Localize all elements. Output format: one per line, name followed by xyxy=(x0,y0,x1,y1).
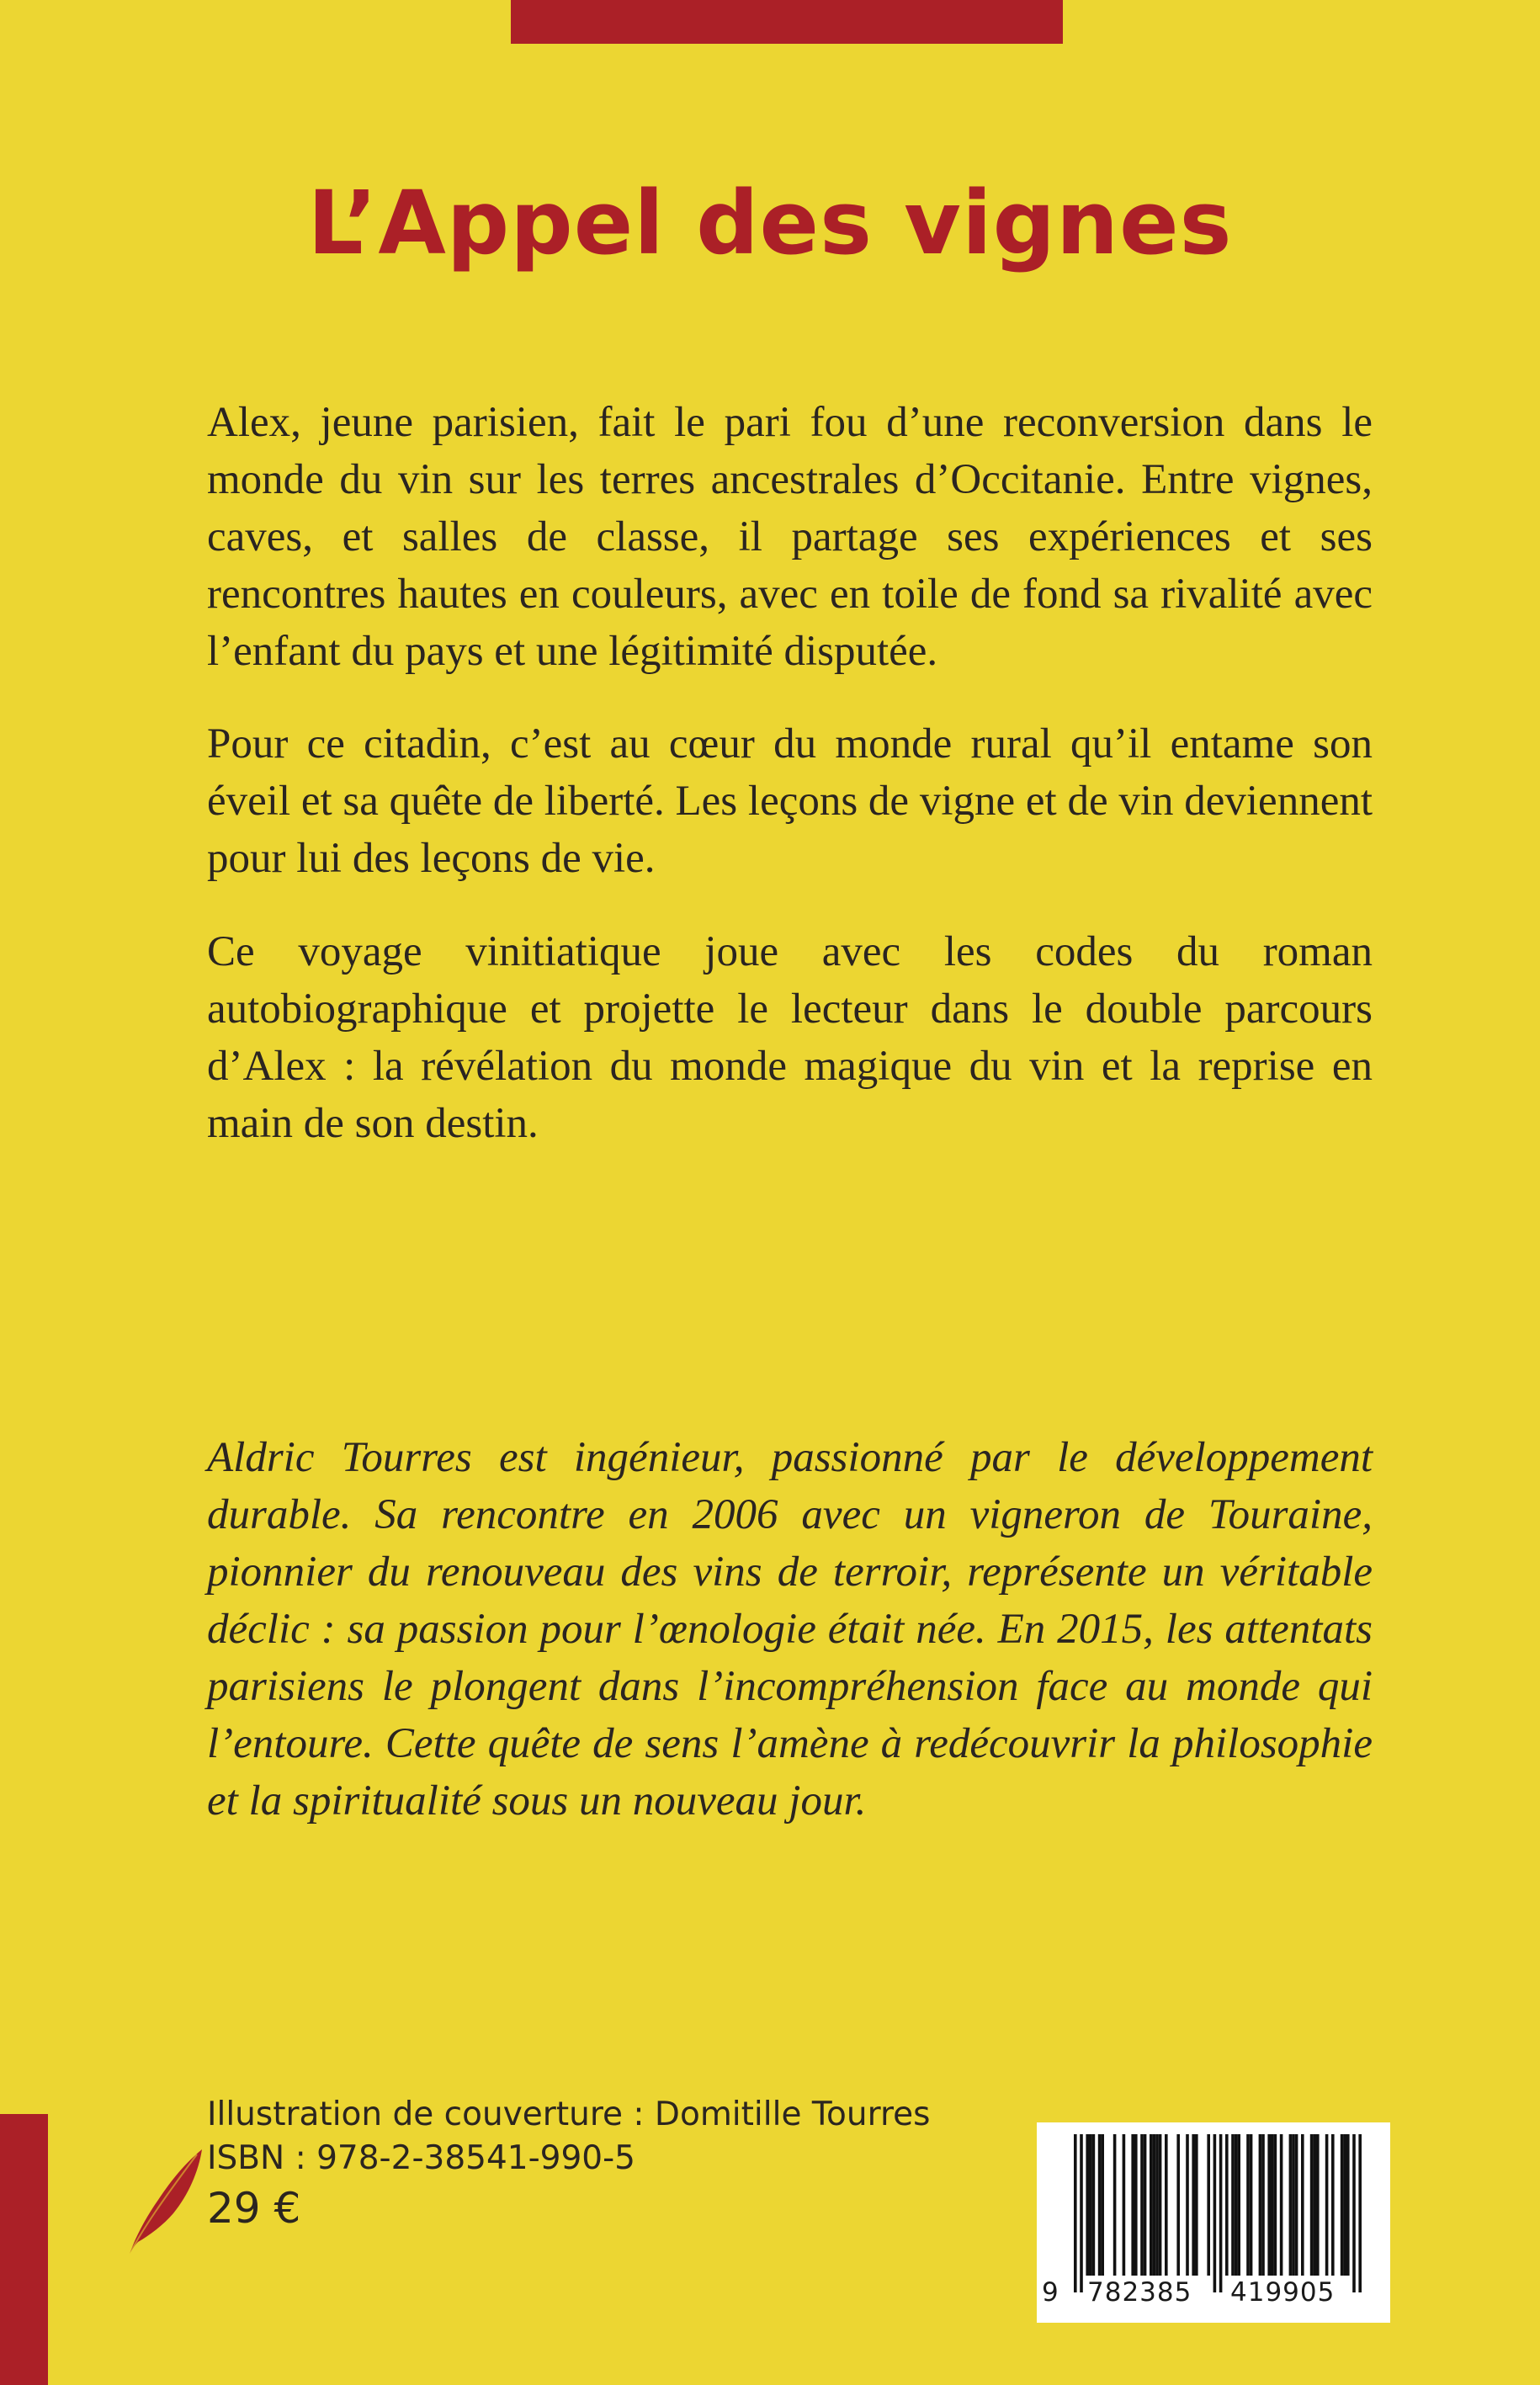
credits-block xyxy=(207,2093,930,2236)
barcode-bar xyxy=(1225,2134,1229,2276)
barcode-bar xyxy=(1341,2134,1344,2276)
barcode-bar xyxy=(1295,2134,1298,2276)
barcode-bar xyxy=(1250,2134,1253,2276)
barcode-bar xyxy=(1352,2134,1356,2292)
barcode-bar xyxy=(1259,2134,1262,2276)
quill-icon xyxy=(125,2148,204,2255)
barcode-bar xyxy=(1101,2134,1104,2276)
barcode-bar xyxy=(1140,2134,1144,2276)
top-red-band xyxy=(511,0,1063,44)
price-label: 29 € xyxy=(207,2184,301,2233)
barcode-bar xyxy=(1267,2134,1271,2276)
barcode-bar xyxy=(1313,2134,1316,2276)
barcode-bar xyxy=(1155,2134,1159,2276)
barcode-bar xyxy=(1343,2134,1346,2276)
isbn-barcode xyxy=(1037,2122,1390,2323)
blurb-paragraph-2: Pour ce citadin, c’est au cœur du monde rural qu’il entame son éveil et sa quête de liberté. Les leçons de vigne et de vin deviennent pour lui des leçons de vie. xyxy=(207,720,1373,882)
barcode-bar xyxy=(1092,2134,1096,2276)
barcode-bar xyxy=(1192,2134,1195,2276)
barcode-bar xyxy=(1134,2134,1138,2276)
barcode-bar xyxy=(1195,2134,1198,2276)
barcode-bar xyxy=(1098,2134,1102,2276)
barcode-bar xyxy=(1089,2134,1092,2276)
barcode-bar xyxy=(1237,2134,1240,2276)
barcode-bar xyxy=(1113,2134,1117,2276)
blurb-paragraph-3: Ce voyage vinitiatique joue avec les codes du roman autobiographique et projette le lecteur dans le double parcours d’Alex : la révélation du monde magique du vin et la reprise en main de son destin. xyxy=(207,928,1373,1147)
barcode-bar xyxy=(1316,2134,1320,2276)
barcode-bar xyxy=(1310,2134,1314,2276)
barcode-bar xyxy=(1274,2134,1277,2276)
barcode-bar xyxy=(1074,2134,1077,2292)
barcode-bar xyxy=(1271,2134,1274,2276)
barcode-bar xyxy=(1231,2134,1235,2276)
barcode-bar xyxy=(1131,2134,1134,2276)
barcode-bar xyxy=(1080,2134,1083,2292)
book-title: L’Appel des vignes xyxy=(307,172,1233,274)
barcode-bar xyxy=(1346,2134,1350,2276)
barcode-bar xyxy=(1358,2134,1362,2292)
illustration-credit: Illustration de couverture : Domitille Tourres xyxy=(207,2096,931,2133)
barcode-bar xyxy=(1261,2134,1265,2276)
barcode-bar xyxy=(1289,2134,1293,2276)
barcode-bar xyxy=(1301,2134,1304,2276)
barcode-bar xyxy=(1150,2134,1153,2276)
barcode-bar xyxy=(1213,2134,1217,2292)
barcode-bar xyxy=(1159,2134,1162,2276)
barcode-bar xyxy=(1292,2134,1295,2276)
barcode-bar xyxy=(1176,2134,1180,2276)
barcode-bar xyxy=(1186,2134,1189,2276)
barcode-right-group: 419905 xyxy=(1230,2277,1336,2308)
barcode-bar xyxy=(1246,2134,1250,2276)
left-red-band xyxy=(0,2114,48,2385)
isbn-text: ISBN : 978-2-38541-990-5 xyxy=(207,2139,635,2177)
barcode-left-group: 782385 xyxy=(1087,2277,1192,2308)
barcode-bar xyxy=(1086,2134,1089,2276)
blurb-paragraph-1: Alex, jeune parisien, fait le pari fou d’une reconversion dans le monde du vin sur les terres ancestrales d’Occitanie. Entre vignes, caves, et salles de classe, il partage ses expériences et ses rencontres hautes en couleurs, avec en toile de fond sa rivalité avec l’enfant du pays et une légitimité disputée. xyxy=(207,399,1373,675)
barcode-bar xyxy=(1207,2134,1210,2276)
barcode-bar xyxy=(1219,2134,1223,2292)
barcode-bar xyxy=(1235,2134,1238,2276)
barcode-first-digit: 9 xyxy=(1042,2277,1059,2308)
barcode-bar xyxy=(1280,2134,1283,2276)
author-bio: Aldric Tourres est ingénieur, passionné par le développement durable. Sa rencontre en 2006 avec un vigneron de Touraine, pionnier du renouveau des vins de terroir, représente un véritable déclic : sa passion pour l’œnologie était née. En 2015, les attentats parisiens le plongent dans l’incompréhension face au monde qui l’entoure. Cette quête de sens l’amène à redécouvrir la philosophie et la spiritualité sous un nouveau jour. xyxy=(207,1434,1373,1825)
barcode-bar xyxy=(1325,2134,1329,2276)
barcode-bar xyxy=(1144,2134,1147,2276)
barcode-bar xyxy=(1331,2134,1335,2276)
barcode-bar xyxy=(1165,2134,1168,2276)
barcode-bar xyxy=(1123,2134,1126,2276)
barcode-bar xyxy=(1153,2134,1156,2276)
